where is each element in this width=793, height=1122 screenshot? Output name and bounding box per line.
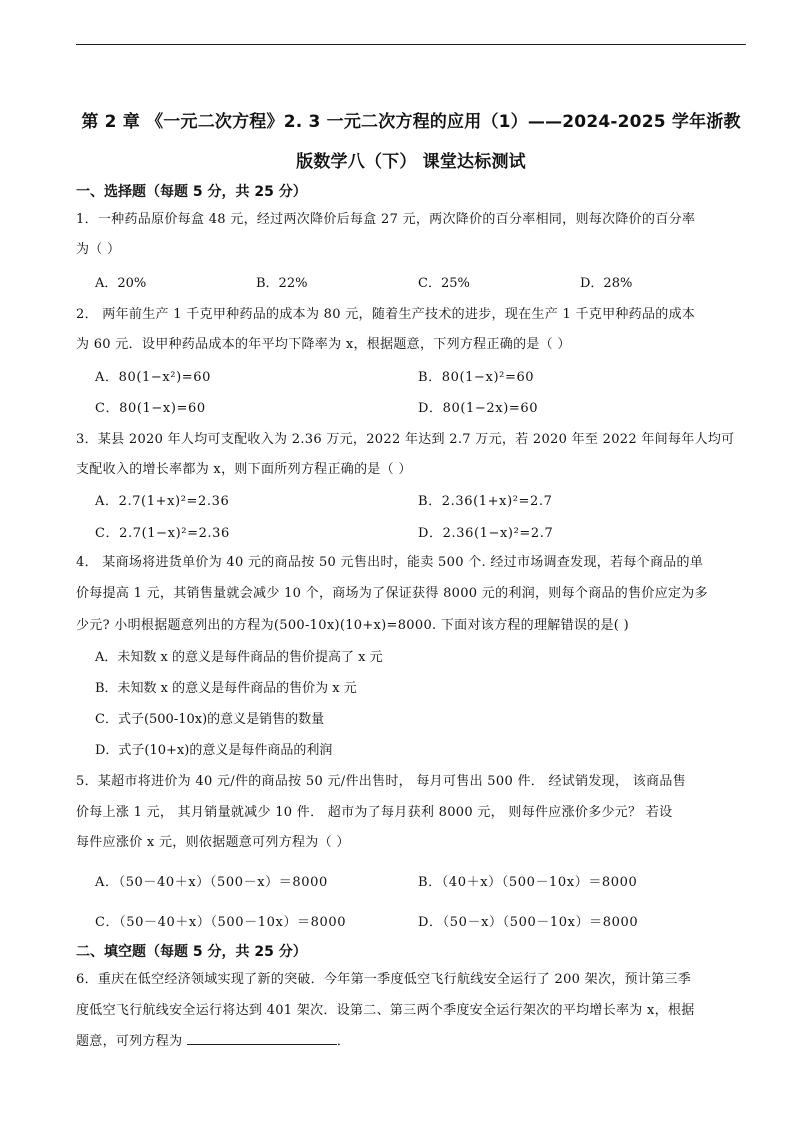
- q6-stem-line3: [76, 1030, 350, 1049]
- q1-option-d: D．28%: [580, 276, 633, 291]
- q4-stem-line3: 少元? 小明根据题意列出的方程为(500-10x)(10+x)=8000. 下面对该方程的理解错误的是( ): [76, 618, 629, 633]
- header-rule: [76, 44, 746, 45]
- q6-stem-line1: 6．重庆在低空经济领域实现了新的突破．今年第一季度低空飞行航线安全运行了 200 架次，预计第三季: [76, 972, 692, 987]
- q4-option-c: C．式子(500-10x)的意义是销售的数量: [95, 712, 325, 727]
- q6-prefix: 题意，可列方程为: [76, 1034, 183, 1049]
- q6-suffix: ．: [336, 1034, 351, 1049]
- q1-option-b: B．22%: [256, 276, 308, 291]
- q2-option-b: B．80(1−x)²=60: [418, 370, 535, 385]
- q4-option-d: D．式子(10+x)的意义是每件商品的利润: [95, 743, 333, 758]
- q4-stem-line2: 价每提高 1 元，其销售量就会减少 10 个，商场为了保证获得 8000 元的利润，则每个商品的售价应定为多: [76, 586, 708, 601]
- q1-option-a: A．20%: [95, 276, 147, 291]
- q5-stem-line3: 每件应涨价 x 元，则依据题意可列方程为（ ）: [76, 835, 350, 850]
- document-title-line2: 版数学八（下） 课堂达标测试: [296, 152, 526, 172]
- q4-option-a: A．未知数 x 的意义是每件商品的售价提高了 x 元: [95, 650, 383, 665]
- q3-option-b: B．2.36(1+x)²=2.7: [418, 494, 553, 509]
- document-title-line1: 第 2 章 《一元二次方程》2. 3 一元二次方程的应用（1）——2024-2025 学年浙教: [81, 112, 741, 132]
- q2-option-a: A．80(1−x²)=60: [95, 370, 212, 385]
- q1-option-c: C．25%: [418, 276, 470, 291]
- q2-stem-line1: 2． 两年前生产 1 千克甲种药品的成本为 80 元，随着生产技术的进步，现在生产 1 千克甲种药品的成本: [76, 307, 696, 322]
- q1-stem-line2: 为（ ）: [76, 242, 121, 257]
- q3-stem-line2: 支配收入的增长率都为 x，则下面所列方程正确的是（ ）: [76, 462, 412, 477]
- q5-option-c: C．（50－40＋x）（500－10x）＝8000: [95, 915, 347, 930]
- q5-stem-line2: 价每上涨 1 元， 其月销量就减少 10 件． 超市为了每月获利 8000 元， 则每件应涨价多少元？ 若设: [76, 805, 673, 820]
- q4-stem-line1: 4． 某商场将进货单价为 40 元的商品按 50 元售出时，能卖 500 个. 经过市场调查发现，若每个商品的单: [76, 555, 704, 570]
- q3-option-a: A．2.7(1+x)²=2.36: [95, 494, 230, 509]
- q4-option-b: B．未知数 x 的意义是每件商品的售价为 x 元: [95, 681, 357, 696]
- section-heading-fill: 二、填空题（每题 5 分，共 25 分）: [76, 944, 307, 960]
- q1-stem-line1: 1．一种药品原价每盒 48 元，经过两次降价后每盒 27 元，两次降价的百分率相同，则每次降价的百分率: [76, 212, 696, 227]
- section-heading-choice: 一、选择题（每题 5 分，共 25 分）: [76, 184, 307, 200]
- q3-stem-line1: 3．某县 2020 年人均可支配收入为 2.36 万元，2022 年达到 2.7 万元，若 2020 年至 2022 年间每年人均可: [76, 432, 735, 447]
- q2-option-c: C．80(1−x)=60: [95, 401, 206, 416]
- q6-answer-blank[interactable]: [187, 1032, 337, 1045]
- q5-stem-line1: 5．某超市将进价为 40 元/件的商品按 50 元/件出售时， 每月可售出 500 件． 经试销发现， 该商品售: [76, 774, 686, 789]
- q2-stem-line2: 为 60 元．设甲种药品成本的年平均下降率为 x，根据题意，下列方程正确的是（ ）: [76, 337, 571, 352]
- q5-option-b: B．（40＋x）（500－10x）＝8000: [418, 875, 638, 890]
- q5-option-d: D．（50－x）（500－10x）＝8000: [418, 915, 639, 930]
- q3-option-c: C．2.7(1−x)²=2.36: [95, 526, 230, 541]
- q5-option-a: A．（50－40＋x）（500－x）＝8000: [95, 875, 328, 890]
- q6-stem-line2: 度低空飞行航线安全运行将达到 401 架次．设第二、第三两个季度安全运行架次的平均增长率为 x，根据: [76, 1003, 695, 1018]
- q2-option-d: D．80(1−2x)=60: [418, 401, 539, 416]
- q3-option-d: D．2.36(1−x)²=2.7: [418, 526, 554, 541]
